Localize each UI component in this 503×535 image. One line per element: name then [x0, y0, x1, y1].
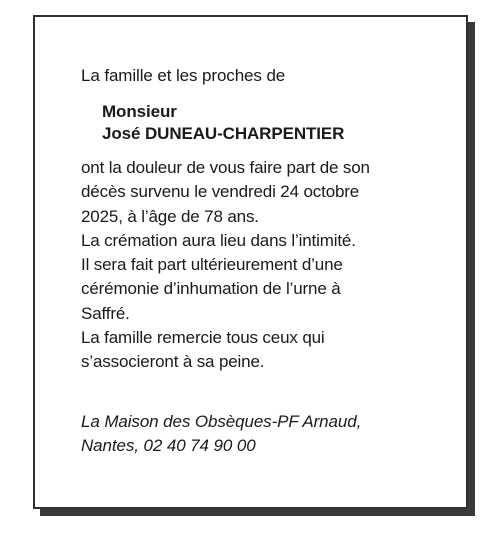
notice-body-line: s’associeront à sa peine. — [81, 352, 265, 372]
notice-body-line: cérémonie d’inhumation de l’urne à — [81, 279, 341, 299]
deceased-title: Monsieur — [102, 102, 177, 121]
funeral-home-signature — [81, 410, 361, 458]
notice-body-line: Il sera fait part ultérieurement d’une — [81, 255, 343, 275]
obituary-notice — [33, 15, 468, 509]
notice-body-line: Saffré. — [81, 303, 130, 323]
notice-body-line: ont la douleur de vous faire part de son — [81, 158, 370, 177]
deceased-name: José DUNEAU-CHARPENTIER — [102, 124, 345, 143]
notice-body-line: 2025, à l’âge de 78 ans. — [81, 206, 259, 226]
notice-intro: La famille et les proches de — [81, 66, 286, 85]
funeral-home-contact: Nantes, 02 40 74 90 00 — [81, 436, 256, 455]
notice-body — [81, 156, 370, 375]
deceased-name-block — [102, 101, 344, 145]
funeral-home-name: La Maison des Obsèques-PF Arnaud, — [81, 412, 362, 431]
notice-body-line: La famille remercie tous ceux qui — [81, 328, 325, 348]
notice-body-line: décès survenu le vendredi 24 octobre — [81, 182, 360, 202]
notice-body-line: La crémation aura lieu dans l’intimité. — [81, 230, 356, 250]
